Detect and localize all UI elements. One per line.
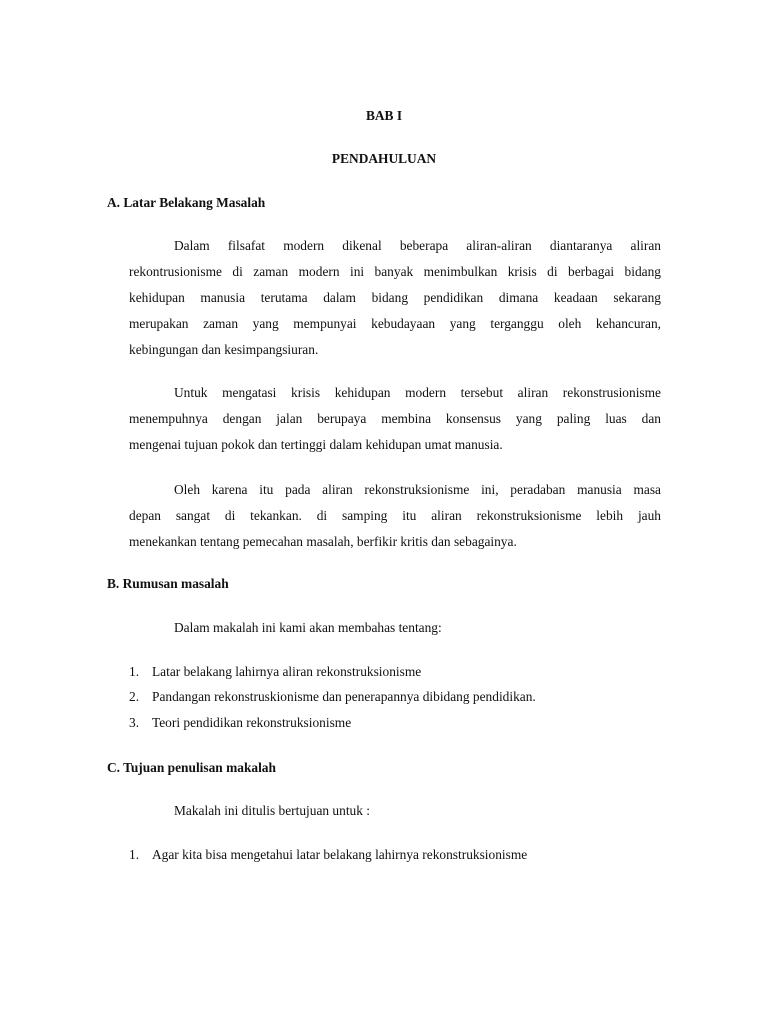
p1-line-5: kebingungan dan kesimpangsiuran. bbox=[129, 342, 319, 357]
p3-line-2: depan sangat di tekankan. di samping itu aliran rekonstruksionisme lebih jauh bbox=[129, 508, 661, 523]
list-item-number: 2. bbox=[129, 689, 140, 704]
p1-line-1: Dalam filsafat modern dikenal beberapa aliran-aliran diantaranya aliran bbox=[174, 238, 661, 253]
p1-line-3: kehidupan manusia terutama dalam bidang pendidikan dimana keadaan sekarang bbox=[129, 290, 661, 305]
chapter-number: BAB I bbox=[365, 108, 403, 123]
list-item: Pandangan rekonstruskionisme dan penerapannya dibidang pendidikan. bbox=[152, 689, 536, 704]
section-c-heading: C. Tujuan penulisan makalah bbox=[107, 760, 276, 775]
p3-line-3: menekankan tentang pemecahan masalah, berfikir kritis dan sebagainya. bbox=[129, 534, 517, 549]
list-item-number: 3. bbox=[129, 715, 140, 730]
p3-line-1: Oleh karena itu pada aliran rekonstruksionisme ini, peradaban manusia masa bbox=[174, 482, 661, 497]
list-item: Teori pendidikan rekonstruksionisme bbox=[152, 715, 352, 730]
list-item-number: 1. bbox=[129, 664, 140, 679]
p2-line-1: Untuk mengatasi krisis kehidupan modern tersebut aliran rekonstrusionisme bbox=[174, 385, 661, 400]
list-item: Latar belakang lahirnya aliran rekonstruksionisme bbox=[152, 664, 422, 679]
p2-line-3: mengenai tujuan pokok dan tertinggi dalam kehidupan umat manusia. bbox=[129, 437, 503, 452]
section-b-heading: B. Rumusan masalah bbox=[107, 576, 229, 591]
section-c-intro: Makalah ini ditulis bertujuan untuk : bbox=[174, 803, 370, 818]
p2-line-2: menempuhnya dengan jalan berupaya membina konsensus yang paling luas dan bbox=[129, 411, 661, 426]
list-item-number: 1. bbox=[129, 847, 140, 862]
chapter-title: PENDAHULUAN bbox=[331, 151, 437, 166]
p1-line-2: rekontrusionisme di zaman modern ini banyak menimbulkan krisis di berbagai bidang bbox=[129, 264, 661, 279]
p1-line-4: merupakan zaman yang mempunyai kebudayaan yang terganggu oleh kehancuran, bbox=[129, 316, 661, 331]
section-b-intro: Dalam makalah ini kami akan membahas tentang: bbox=[174, 620, 442, 635]
section-a-heading: A. Latar Belakang Masalah bbox=[107, 195, 266, 210]
list-item: Agar kita bisa mengetahui latar belakang lahirnya rekonstruksionisme bbox=[152, 847, 528, 862]
